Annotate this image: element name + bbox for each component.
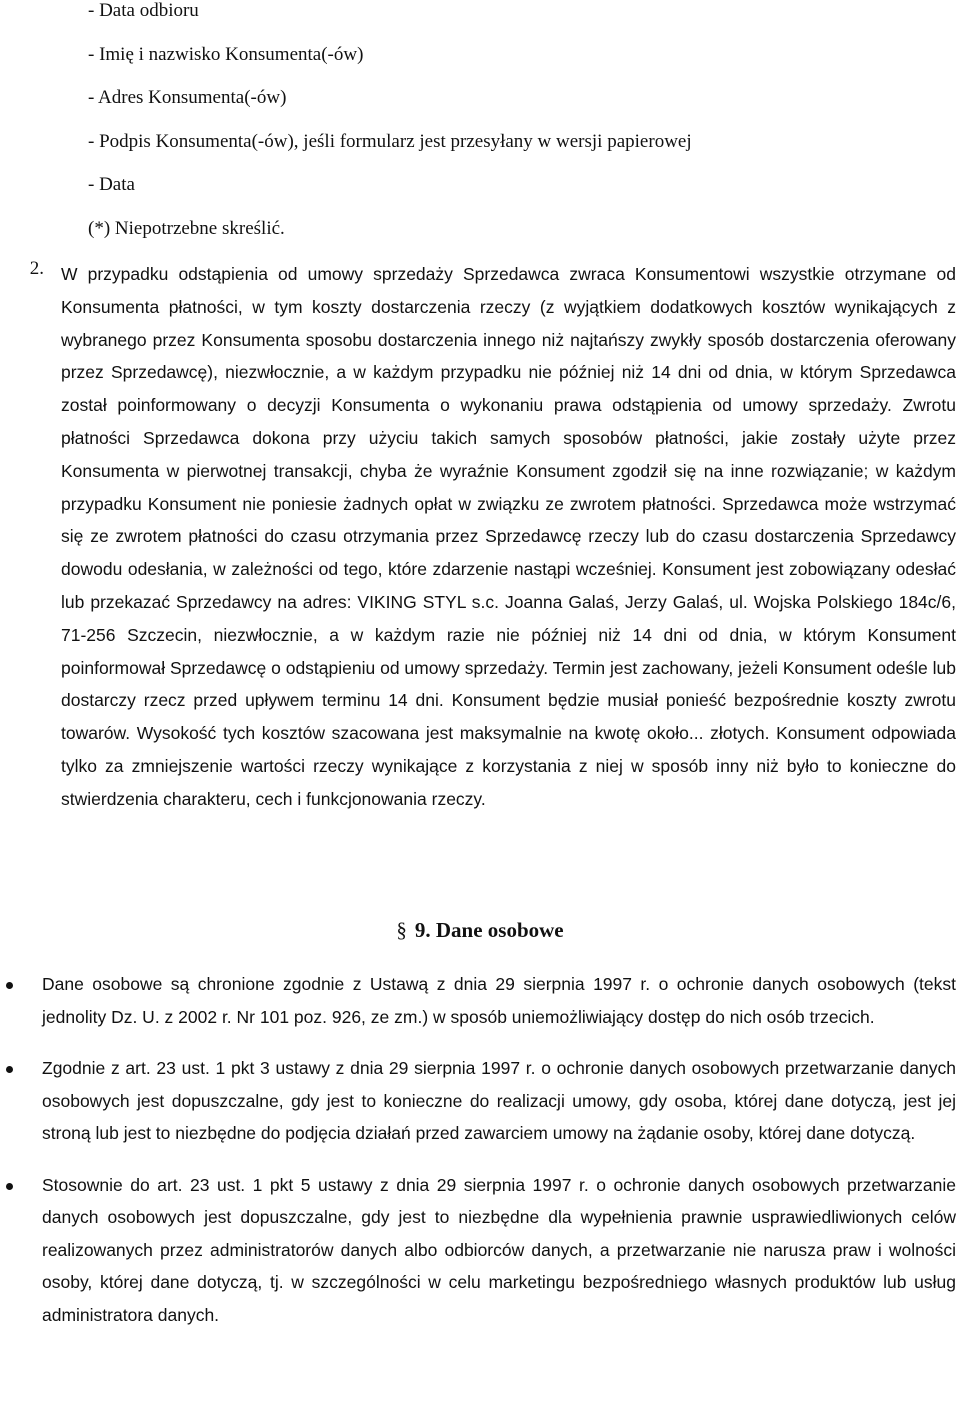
bullet-text: Dane osobowe są chronione zgodnie z Ustawą z dnia 29 sierpnia 1997 r. o ochronie danych osobowych (tekst jednolity Dz. U. z 2002 r. Nr 101 poz. 926, ze zm.) w sposób uniemożliwiający dostęp do nich osób trzecich. xyxy=(42,974,956,1027)
bullet-list xyxy=(0,968,960,1350)
list-item: - Adres Konsumenta(-ów) xyxy=(88,87,287,108)
bullet-icon xyxy=(6,1183,13,1190)
list-item xyxy=(0,1052,956,1150)
section-title: 9. Dane osobowe xyxy=(414,918,564,942)
footnote: (*) Niepotrzebne skreślić. xyxy=(88,217,285,239)
list-item: - Data xyxy=(88,174,135,195)
bullet-text: Stosownie do art. 23 ust. 1 pkt 5 ustawy z dnia 29 sierpnia 1997 r. o ochronie danych osobowych przetwarzanie danych osobowych jest dopuszczalne, gdy jest to niezbędne dla wypełnienia prawnie usprawiedliwionych celów realizowanych przez administratorów danych albo odbiorców danych, a przetwarzanie nie narusza praw i wolności osoby, której dane dotyczą, tj. w szczególności w celu marketingu bezpośredniego własnych produktów lub usług administratora danych. xyxy=(42,1174,956,1325)
section-symbol: § xyxy=(396,918,407,942)
bullet-icon xyxy=(6,982,13,989)
bullet-text: Zgodnie z art. 23 ust. 1 pkt 3 ustawy z dnia 29 sierpnia 1997 r. o ochronie danych osobowych przetwarzanie danych osobowych jest dopuszczalne, gdy jest to konieczne do realizacji umowy, gdy osoba, której dane dotyczą, jest jej stroną lub jest to niezbędne do podjęcia działań przed zawarciem umowy na żądanie osoby, której dane dotyczą. xyxy=(42,1058,956,1143)
list-item xyxy=(0,968,956,1033)
section-heading xyxy=(0,918,960,943)
section-paragraph: W przypadku odstąpienia od umowy sprzedaży Sprzedawca zwraca Konsumentowi wszystkie otrzymane od Konsumenta płatności, w tym koszty dostarczenia rzeczy (z wyjątkiem dodatkowych kosztów wynikających z wybranego przez Konsumenta sposobu dostarczenia innego niż najtańszy zwykły sposób dostarczenia oferowany przez Sprzedawcę), niezwłocznie, a w każdym przypadku nie później niż 14 dni od dnia, w którym Sprzedawca został poinformowany o decyzji Konsumenta o wykonaniu prawa odstąpienia od umowy sprzedaży. Zwrotu płatności Sprzedawca dokona przy użyciu takich samych sposobów płatności, jakie zostały użyte przez Konsumenta w pierwotnej transakcji, chyba że wyraźnie Konsument zgodził się na inne rozwiązanie; w każdym przypadku Konsument nie poniesie żadnych opłat w związku ze zwrotem płatności. Sprzedawca może wstrzymać się ze zwrotem płatności do czasu otrzymania przez Sprzedawcę rzeczy lub do czasu dostarczenia Sprzedawcy dowodu odesłania, w zależności od tego, które zdarzenie nastąpi wcześniej. Konsument jest zobowiązany odesłać lub przekazać Sprzedawcy na adres: VIKING STYL s.c. Joanna Galaś, Jerzy Galaś, ul. Wojska Polskiego 184c/6, 71-256 Szczecin, niezwłocznie, a w każdym razie nie później niż 14 dni od dnia, w którym Konsument poinformował Sprzedawcę o odstąpieniu od umowy sprzedaży. Termin jest zachowany, jeżeli Konsument odeśle lub dostarczy rzecz przed upływem terminu 14 dni. Konsument będzie musiał ponieść bezpośrednie koszty zwrotu towarów. Wysokość tych kosztów szacowana jest maksymalnie na kwotę około... złotych. Konsument odpowiada tylko za zmniejszenie wartości rzeczy wynikające z korzystania z niej w sposób inny niż było to konieczne do stwierdzenia charakteru, cech i funkcjonowania rzeczy. xyxy=(61,264,956,809)
list-item xyxy=(0,1169,956,1332)
section-number: 2. xyxy=(29,258,44,279)
form-fields-list xyxy=(88,0,692,261)
list-item: - Imię i nazwisko Konsumenta(-ów) xyxy=(88,43,364,65)
bullet-icon xyxy=(6,1066,13,1073)
list-item: - Data odbioru xyxy=(88,0,199,21)
list-item: - Podpis Konsumenta(-ów), jeśli formularz jest przesyłany w wersji papierowej xyxy=(88,130,692,152)
